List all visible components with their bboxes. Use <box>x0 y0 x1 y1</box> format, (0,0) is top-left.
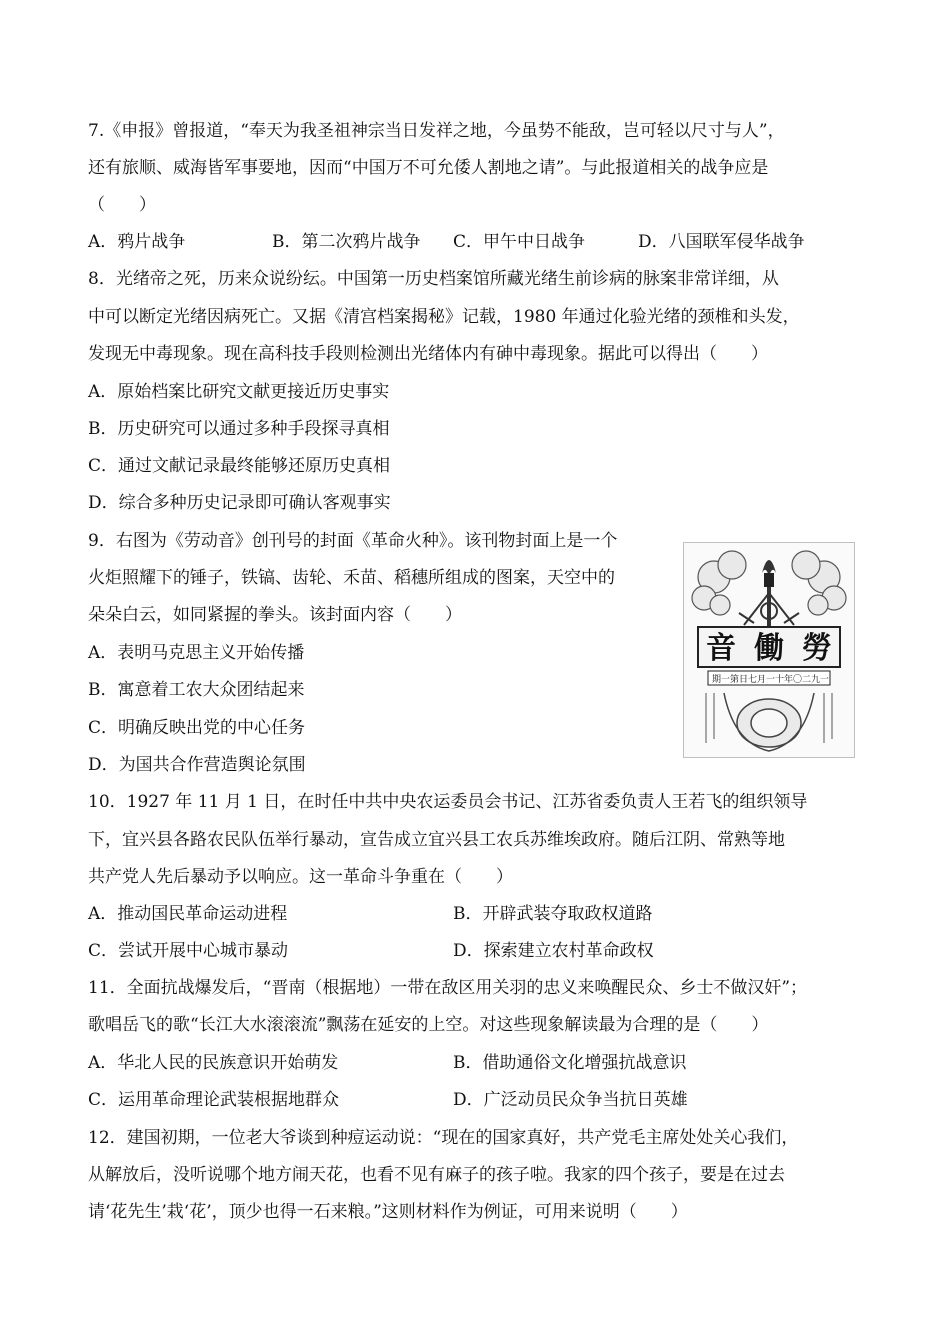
q11-option-c: C．运用革命理论武装根据地群众 <box>88 1090 340 1110</box>
q8-option-c: C．通过文献记录最终能够还原历史真相 <box>88 456 391 476</box>
q10-option-d: D．探索建立农村革命政权 <box>453 941 654 961</box>
q8-stem-line-3: 发现无中毒现象。现在高科技手段则检测出光绪体内有砷中毒现象。据此可以得出（ ） <box>88 344 768 364</box>
q11-option-a: A．华北人民的民族意识开始萌发 <box>88 1053 339 1073</box>
q9-option-b: B．寓意着工农大众团结起来 <box>88 680 305 700</box>
cover-title-char-1: 音 <box>706 631 736 666</box>
cover-title <box>706 631 832 666</box>
q10-option-a: A．推动国民革命运动进程 <box>88 904 288 924</box>
q8-stem-line-1: 8．光绪帝之死，历来众说纷纭。中国第一历史档案馆所藏光绪生前诊病的脉案非常详细，从 <box>88 269 779 289</box>
q11-stem-line-2: 歌唱岳飞的歌“长江大水滚滚流”飘荡在延安的上空。对这些现象解读最为合理的是（ ） <box>88 1015 769 1035</box>
q9-option-a: A．表明马克思主义开始传播 <box>88 643 305 663</box>
lower-pattern <box>724 693 814 751</box>
q12-stem-line-1: 12．建国初期，一位老大爷谈到种痘运动说：“现在的国家真好，共产党毛主席处处关心我们， <box>88 1128 799 1148</box>
q10-option-c: C．尝试开展中心城市暴动 <box>88 941 289 961</box>
q7-stem-line-2: 还有旅顺、威海皆军事要地，因而“中国万不可允倭人割地之请”。与此报道相关的战争应是 <box>88 158 769 178</box>
q7-answer-blank: （ ） <box>88 195 156 215</box>
q9-option-c: C．明确反映出党的中心任务 <box>88 718 306 738</box>
q10-stem-line-2: 下，宜兴县各路农民队伍举行暴动，宣告成立宜兴县工农兵苏维埃政府。随后江阴、常熟等地 <box>88 830 785 850</box>
q7-option-d: D．八国联军侵华战争 <box>638 232 805 252</box>
date-banner-text: 期一第日七月一十年〇二九一 <box>712 675 830 685</box>
q8-option-d: D．综合多种历史记录即可确认客观事实 <box>88 493 391 513</box>
q8-stem-line-2: 中可以断定光绪因病死亡。又据《清宫档案揭秘》记载，1980 年通过化验光绪的颈椎和头发， <box>88 307 800 327</box>
q10-option-b: B．开辟武装夺取政权道路 <box>453 904 653 924</box>
q9-stem-line-1: 9．右图为《劳动音》创刊号的封面《革命火种》。该刊物封面上是一个 <box>88 531 618 551</box>
cover-title-char-2: 働 <box>754 631 784 666</box>
q8-option-a: A．原始档案比研究文献更接近历史事实 <box>88 382 390 402</box>
q10-stem-line-1: 10．1927 年 11 月 1 日，在时任中共中央农运委员会书记、江苏省委负责人王若飞的组织领导 <box>88 792 808 812</box>
q10-stem-line-3: 共产党人先后暴动予以响应。这一革命斗争重在（ ） <box>88 867 513 887</box>
q7-option-c: C．甲午中日战争 <box>453 232 586 252</box>
q11-option-b: B．借助通俗文化增强抗战意识 <box>453 1053 687 1073</box>
magazine-cover-illustration <box>684 543 854 757</box>
q11-stem-line-1: 11．全面抗战爆发后，“晋南（根据地）一带在敌区用关羽的忠义来唤醒民众、乡士不做汉奸”； <box>88 978 808 998</box>
q7-option-b: B．第二次鸦片战争 <box>272 232 421 252</box>
q11-option-d: D．广泛动员民众争当抗日英雄 <box>453 1090 688 1110</box>
q7-option-a: A．鸦片战争 <box>88 232 186 252</box>
q12-stem-line-3: 请‘花先生’栽‘花’，顶少也得一石来粮。”这则材料作为例证，可用来说明（ ） <box>88 1202 688 1222</box>
q9-stem-line-3: 朵朵白云，如同紧握的拳头。该封面内容（ ） <box>88 605 462 625</box>
q9-option-d: D．为国共合作营造舆论氛围 <box>88 755 306 775</box>
q7-stem-line-1: 7.《申报》曾报道，“奉天为我圣祖神宗当日发祥之地，今虽势不能敌，岂可轻以尺寸与人”， <box>88 121 785 141</box>
cover-title-char-3: 勞 <box>802 631 832 666</box>
q8-option-b: B．历史研究可以通过多种手段探寻真相 <box>88 419 390 439</box>
q9-stem-line-2: 火炬照耀下的锤子，铁镐、齿轮、禾苗、稻穗所组成的图案，天空中的 <box>88 568 615 588</box>
magazine-cover-image <box>683 542 855 758</box>
q12-stem-line-2: 从解放后，没听说哪个地方闹天花，也看不见有麻子的孩子啦。我家的四个孩子，要是在过去 <box>88 1165 785 1185</box>
